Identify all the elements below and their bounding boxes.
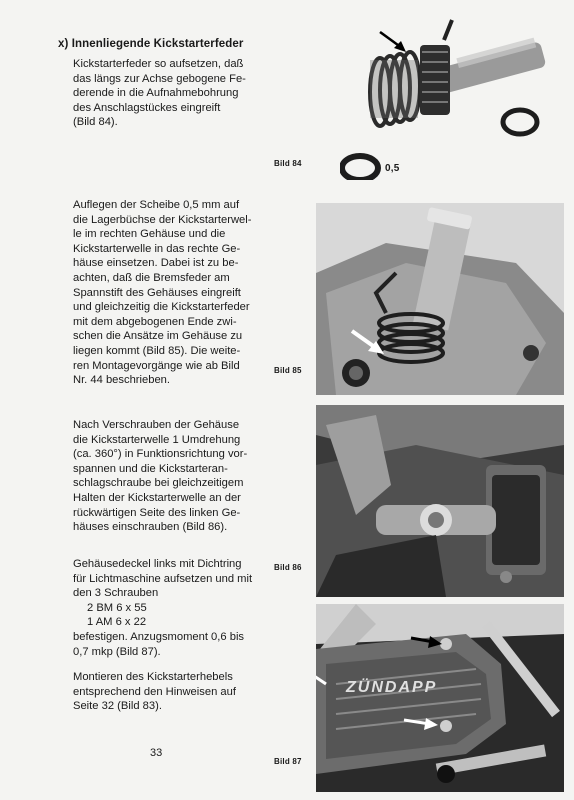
paragraph-cover-mounting [73,557,263,659]
paragraph-kickstarter-lever [73,670,263,714]
screw-spec: 1 AM 6 x 22 [87,616,147,629]
text-line: achten, daß die Bremsfeder am [73,271,230,284]
figure-85-photo [316,203,564,395]
text-line: Kickstarterwelle in das rechte Ge- [73,242,241,255]
text-line: für Lichtmaschine aufsetzen und mit [73,572,253,585]
paragraph-preload-shaft [73,418,263,535]
page-number: 33 [150,747,163,759]
text-line: die Lagerbüchse der Kickstarterwel- [73,213,252,226]
text-line: mit dem abgebogenen Ende zwi- [73,315,237,328]
text-line: häuses einschrauben (Bild 86). [73,521,228,534]
text-line: befestigen. Anzugsmoment 0,6 bis [73,630,245,643]
text-line: Nr. 44 beschrieben. [73,374,171,387]
figure-87-photo [316,604,564,792]
text-line: le im rechten Gehäuse und die [73,228,226,241]
text-line: den 3 Schrauben [73,587,159,600]
text-line: Nach Verschrauben der Gehäuse [73,419,240,431]
washer-thickness-label: 0,5 [385,163,400,174]
screw-spec: 2 BM 6 x 55 [87,601,147,614]
caption-bild-87: Bild 87 [274,757,302,766]
text-line: häuse einsetzen. Dabei ist zu be- [73,257,239,270]
text-line: des Anschlagstückes eingreift [73,101,221,114]
caption-bild-86: Bild 86 [274,563,302,572]
text-line: Auflegen der Scheibe 0,5 mm auf [73,199,240,211]
figure-86-photo [316,405,564,597]
text-line: und gleichzeitig die Kickstarterfeder [73,301,250,314]
text-line: Halten der Kickstarterwelle an der [73,491,241,504]
paragraph-washer-shaft [73,198,263,388]
text-line: spannen und die Kickstarteran- [73,462,228,475]
text-line: Seite 32 (Bild 83). [73,700,162,713]
text-line: die Kickstarterwelle 1 Umdrehung [73,433,241,446]
text-line: ren Montagevorgänge wie ab Bild [73,359,240,372]
text-line: derende in die Aufnahmebohrung [73,87,239,100]
caption-bild-85: Bild 85 [274,366,302,375]
text-line: liegen kommt (Bild 85). Die weite- [73,344,241,357]
caption-bild-84: Bild 84 [274,159,302,168]
figure-84-photo [340,10,560,180]
text-line: Spannstift des Gehäuses eingreift [73,286,241,299]
text-line: rückwärtigen Seite des linken Ge- [73,506,241,519]
text-line: (ca. 360°) in Funktionsrichtung vor- [73,448,248,461]
text-line: Gehäusedeckel links mit Dichtring [73,558,242,570]
text-line: entsprechend den Hinweisen auf [73,685,236,698]
cover-brand-text: ZÜNDAPP [346,679,438,696]
text-line: (Bild 84). [73,116,118,129]
text-line: 0,7 mkp (Bild 87). [73,645,161,658]
text-line: schlagschraube bei gleichzeitigem [73,477,244,490]
section-heading: x) Innenliegende Kickstarterfeder [58,38,244,50]
text-line: schen die Ansätze im Gehäuse zu [73,330,243,343]
text-line: das längs zur Achse gebogene Fe- [73,72,246,85]
text-line: Montieren des Kickstarterhebels [73,671,233,683]
paragraph-spring-mounting [73,57,263,130]
text-line: Kickstarterfeder so aufsetzen, daß [73,58,244,70]
